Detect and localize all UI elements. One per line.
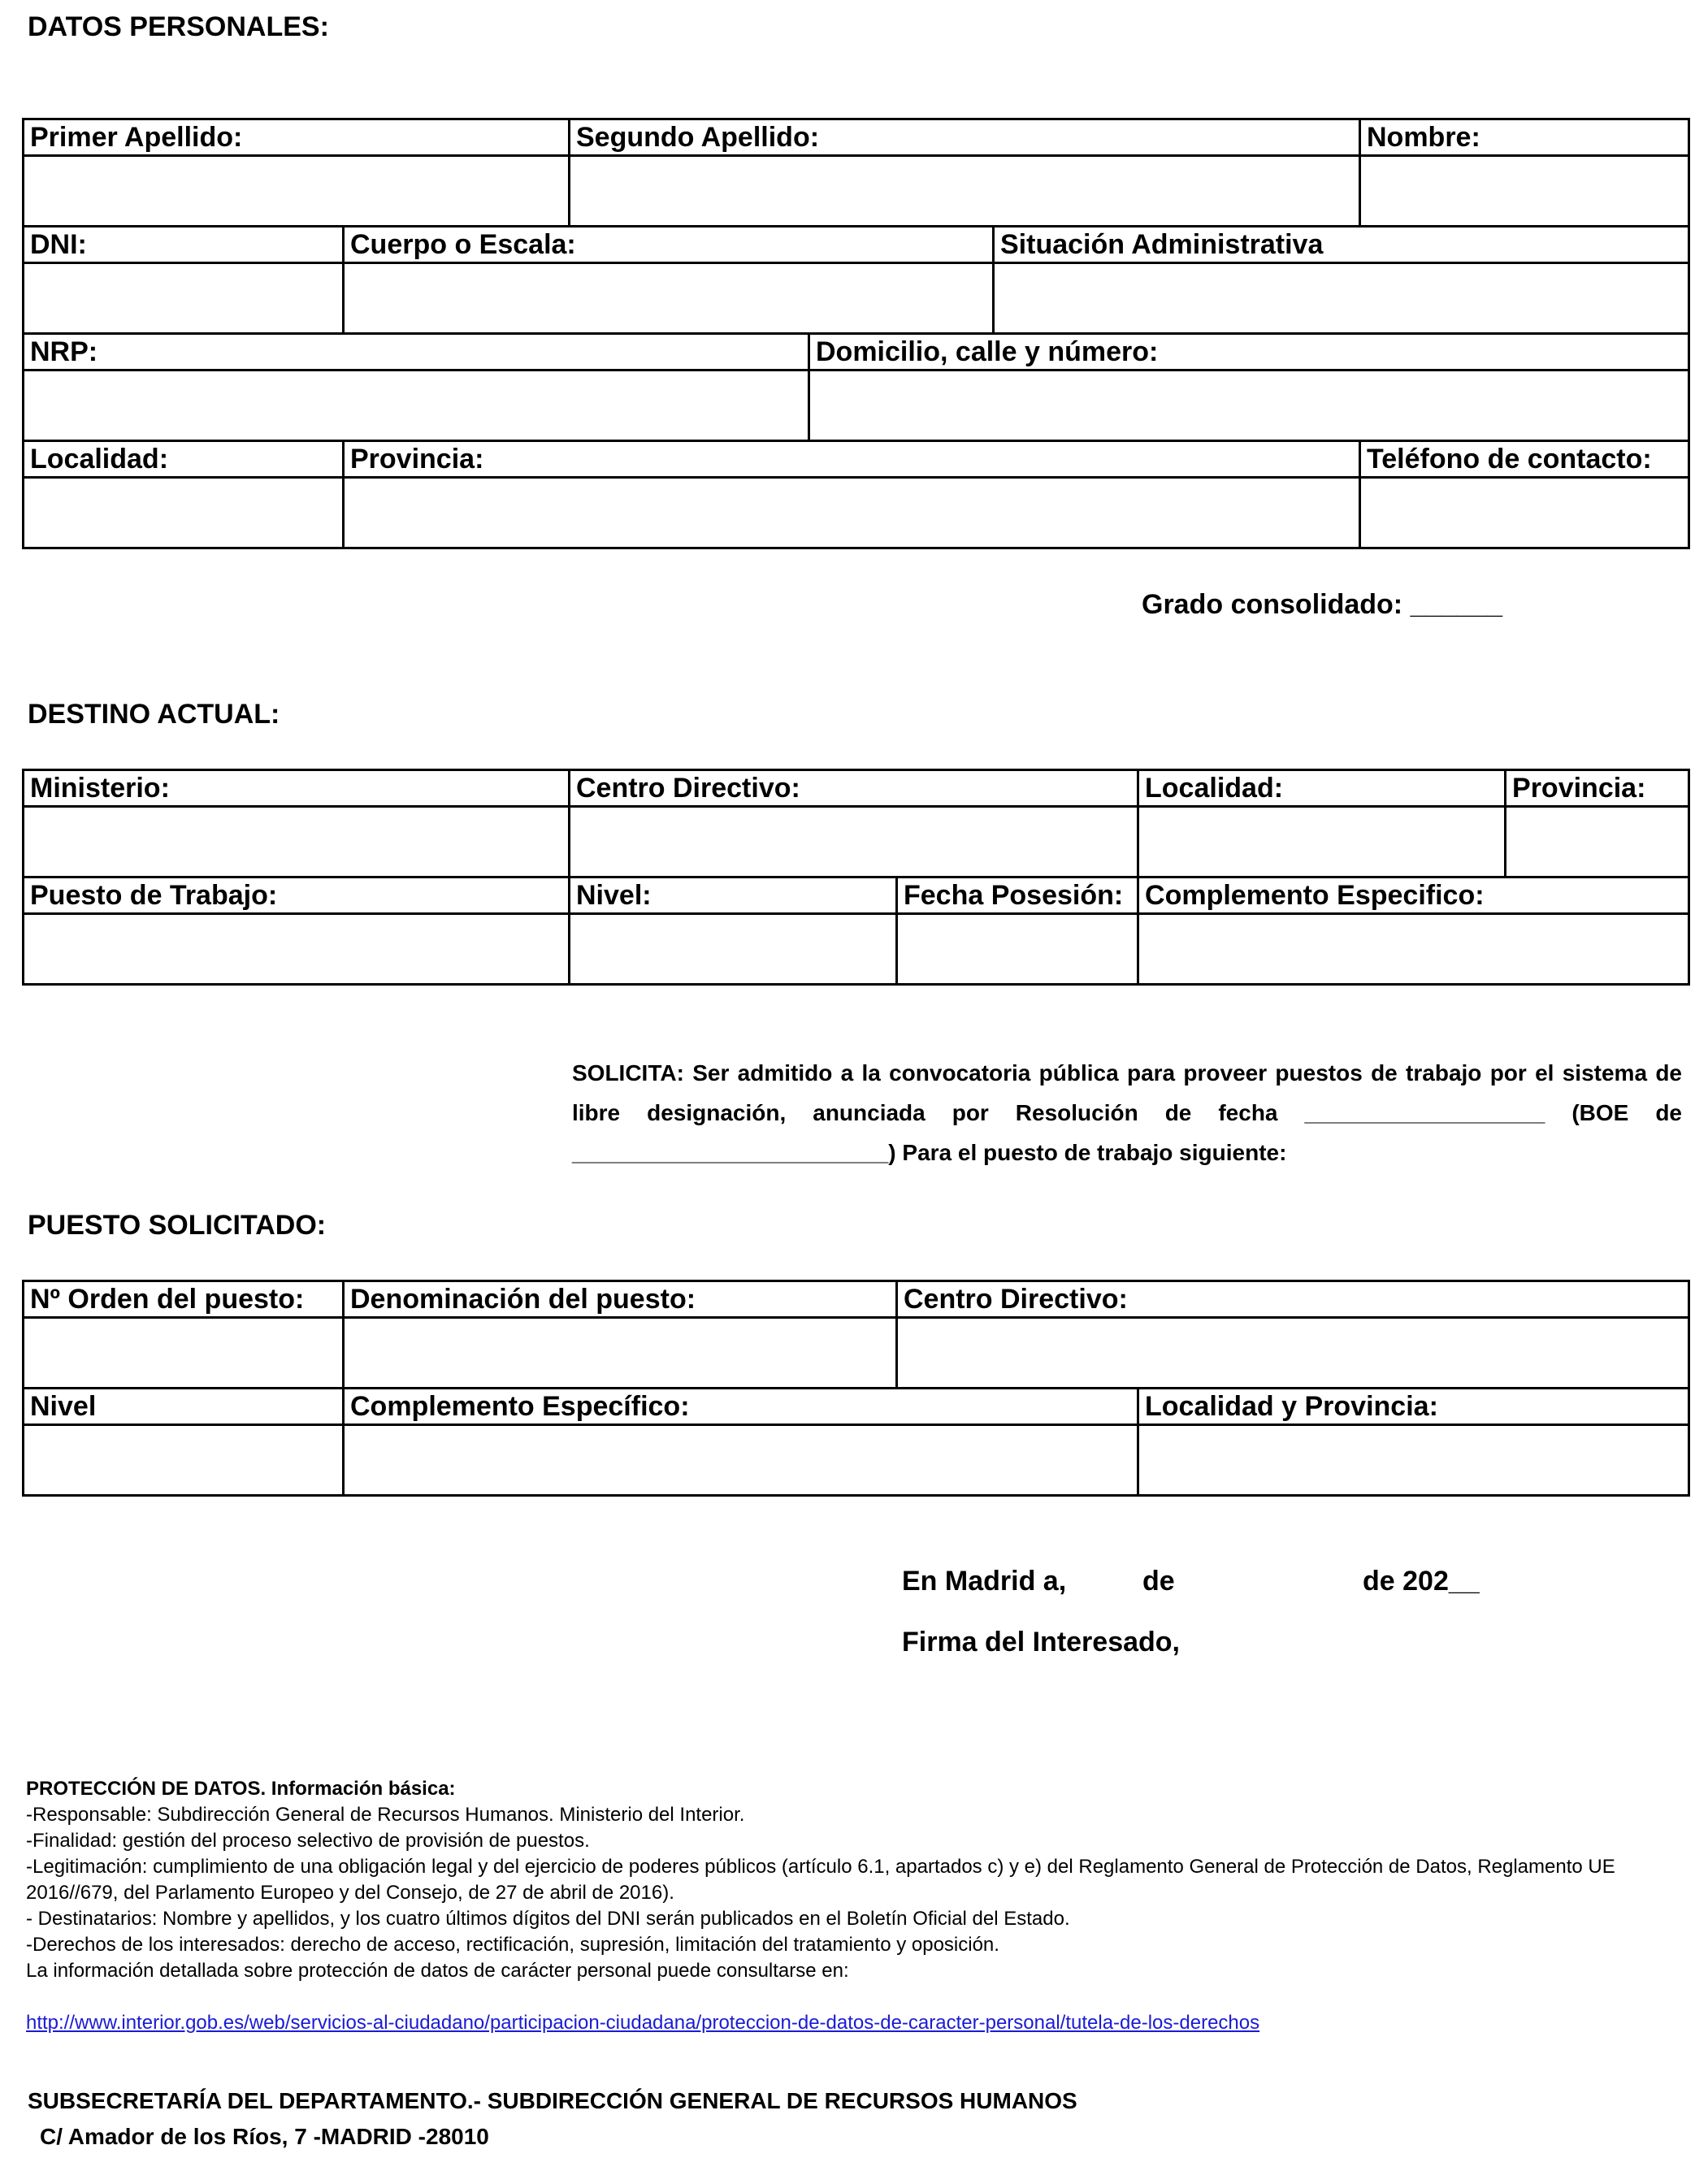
field-centro-directivo-solicitado[interactable]	[897, 1318, 1689, 1389]
proteccion-line-responsable: -Responsable: Subdirección General de Recursos Humanos. Ministerio del Interior.	[26, 1804, 745, 1826]
field-domicilio[interactable]	[809, 370, 1689, 441]
field-orden-puesto[interactable]	[24, 1318, 344, 1389]
label-localidad-provincia: Localidad y Provincia:	[1138, 1389, 1689, 1425]
label-segundo-apellido: Segundo Apellido:	[570, 119, 1360, 156]
field-nombre[interactable]	[1360, 156, 1689, 227]
field-telefono[interactable]	[1360, 478, 1689, 548]
label-provincia-destino: Provincia:	[1506, 770, 1689, 807]
label-centro-directivo-solicitado: Centro Directivo:	[897, 1281, 1689, 1318]
field-situacion-administrativa[interactable]	[994, 263, 1689, 334]
footer-subsecretaria: SUBSECRETARÍA DEL DEPARTAMENTO.- SUBDIRECCIÓN GENERAL DE RECURSOS HUMANOS	[28, 2088, 1077, 2113]
proteccion-line-derechos: -Derechos de los interesados: derecho de acceso, rectificación, supresión, limitación del tratamiento y oposición.	[26, 1934, 999, 1956]
field-complemento-especifico-destino[interactable]	[1138, 914, 1689, 985]
proteccion-datos-heading: PROTECCIÓN DE DATOS. Información básica:	[26, 1778, 456, 1800]
proteccion-line-informacion: La información detallada sobre protección de datos de carácter personal puede consultarse en:	[26, 1960, 849, 1982]
label-localidad: Localidad:	[24, 441, 344, 478]
label-provincia: Provincia:	[344, 441, 1360, 478]
proteccion-line-finalidad: -Finalidad: gestión del proceso selectivo de provisión de puestos.	[26, 1830, 590, 1852]
label-puesto-trabajo: Puesto de Trabajo:	[24, 878, 570, 914]
grado-consolidado: Grado consolidado: ______	[1142, 589, 1503, 620]
field-denominacion-puesto[interactable]	[344, 1318, 897, 1389]
section-title-destino-actual: DESTINO ACTUAL:	[28, 699, 280, 730]
section-title-datos-personales: DATOS PERSONALES:	[28, 11, 329, 42]
label-centro-directivo: Centro Directivo:	[570, 770, 1138, 807]
destino-actual-table	[22, 769, 1690, 986]
proteccion-datos	[26, 1776, 1684, 1984]
field-localidad-destino[interactable]	[1138, 807, 1506, 878]
field-localidad-provincia[interactable]	[1138, 1425, 1689, 1496]
proteccion-datos-link[interactable]: http://www.interior.gob.es/web/servicios-al-ciudadano/participacion-ciudadana/proteccion-de-datos-de-caracter-personal/tutela-de-los-derechos	[26, 2012, 1260, 2034]
field-nrp[interactable]	[24, 370, 809, 441]
field-puesto-trabajo[interactable]	[24, 914, 570, 985]
field-nivel-destino[interactable]	[570, 914, 897, 985]
label-complemento-especifico-solicitado: Complemento Específico:	[344, 1389, 1138, 1425]
field-complemento-especifico-solicitado[interactable]	[344, 1425, 1138, 1496]
label-ministerio: Ministerio:	[24, 770, 570, 807]
label-nivel-destino: Nivel:	[570, 878, 897, 914]
label-nrp: NRP:	[24, 334, 809, 370]
label-nivel-solicitado: Nivel	[24, 1389, 344, 1425]
label-domicilio: Domicilio, calle y número:	[809, 334, 1689, 370]
field-provincia-destino[interactable]	[1506, 807, 1689, 878]
footer-direccion: C/ Amador de los Ríos, 7 -MADRID -28010	[40, 2124, 489, 2149]
puesto-solicitado-table	[22, 1280, 1690, 1497]
fecha-de-anio: de 202__	[1363, 1566, 1480, 1597]
label-localidad-destino: Localidad:	[1138, 770, 1506, 807]
label-nombre: Nombre:	[1360, 119, 1689, 156]
proteccion-line-legitimacion: -Legitimación: cumplimiento de una obligación legal y del ejercicio de poderes públicos (artículo 6.1, apartados c) y e) del Reglamento General de Protección de Datos, Reglamento UE 2016//679, del Parlamento Europeo y del Consejo, de 27 de abril de 2016).	[26, 1856, 1615, 1904]
field-segundo-apellido[interactable]	[570, 156, 1360, 227]
label-situacion-administrativa: Situación Administrativa	[994, 227, 1689, 263]
firma-interesado: Firma del Interesado,	[902, 1627, 1180, 1658]
label-complemento-especifico-destino: Complemento Especifico:	[1138, 878, 1689, 914]
label-fecha-posesion: Fecha Posesión:	[897, 878, 1138, 914]
field-cuerpo-escala[interactable]	[344, 263, 994, 334]
field-centro-directivo[interactable]	[570, 807, 1138, 878]
field-dni[interactable]	[24, 263, 344, 334]
field-ministerio[interactable]	[24, 807, 570, 878]
field-localidad[interactable]	[24, 478, 344, 548]
label-denominacion-puesto: Denominación del puesto:	[344, 1281, 897, 1318]
proteccion-line-destinatarios: - Destinatarios: Nombre y apellidos, y los cuatro últimos dígitos del DNI serán publicados en el Boletín Oficial del Estado.	[26, 1908, 1070, 1930]
solicita-paragraph: SOLICITA: Ser admitido a la convocatoria pública para proveer puestos de trabajo por el sistema de libre designación, anunciada por Resolución de fecha ___________________ (BOE de _________________________) Para el puesto de trabajo siguiente:	[572, 1060, 1682, 1165]
field-fecha-posesion[interactable]	[897, 914, 1138, 985]
label-telefono: Teléfono de contacto:	[1360, 441, 1689, 478]
label-primer-apellido: Primer Apellido:	[24, 119, 570, 156]
fecha-de-mes: de	[1142, 1566, 1175, 1597]
label-cuerpo-escala: Cuerpo o Escala:	[344, 227, 994, 263]
label-orden-puesto: Nº Orden del puesto:	[24, 1281, 344, 1318]
fecha-en-madrid: En Madrid a,	[902, 1566, 1067, 1597]
datos-personales-table	[22, 118, 1690, 549]
section-title-puesto-solicitado: PUESTO SOLICITADO:	[28, 1210, 327, 1241]
field-primer-apellido[interactable]	[24, 156, 570, 227]
field-provincia[interactable]	[344, 478, 1360, 548]
field-nivel-solicitado[interactable]	[24, 1425, 344, 1496]
label-dni: DNI:	[24, 227, 344, 263]
